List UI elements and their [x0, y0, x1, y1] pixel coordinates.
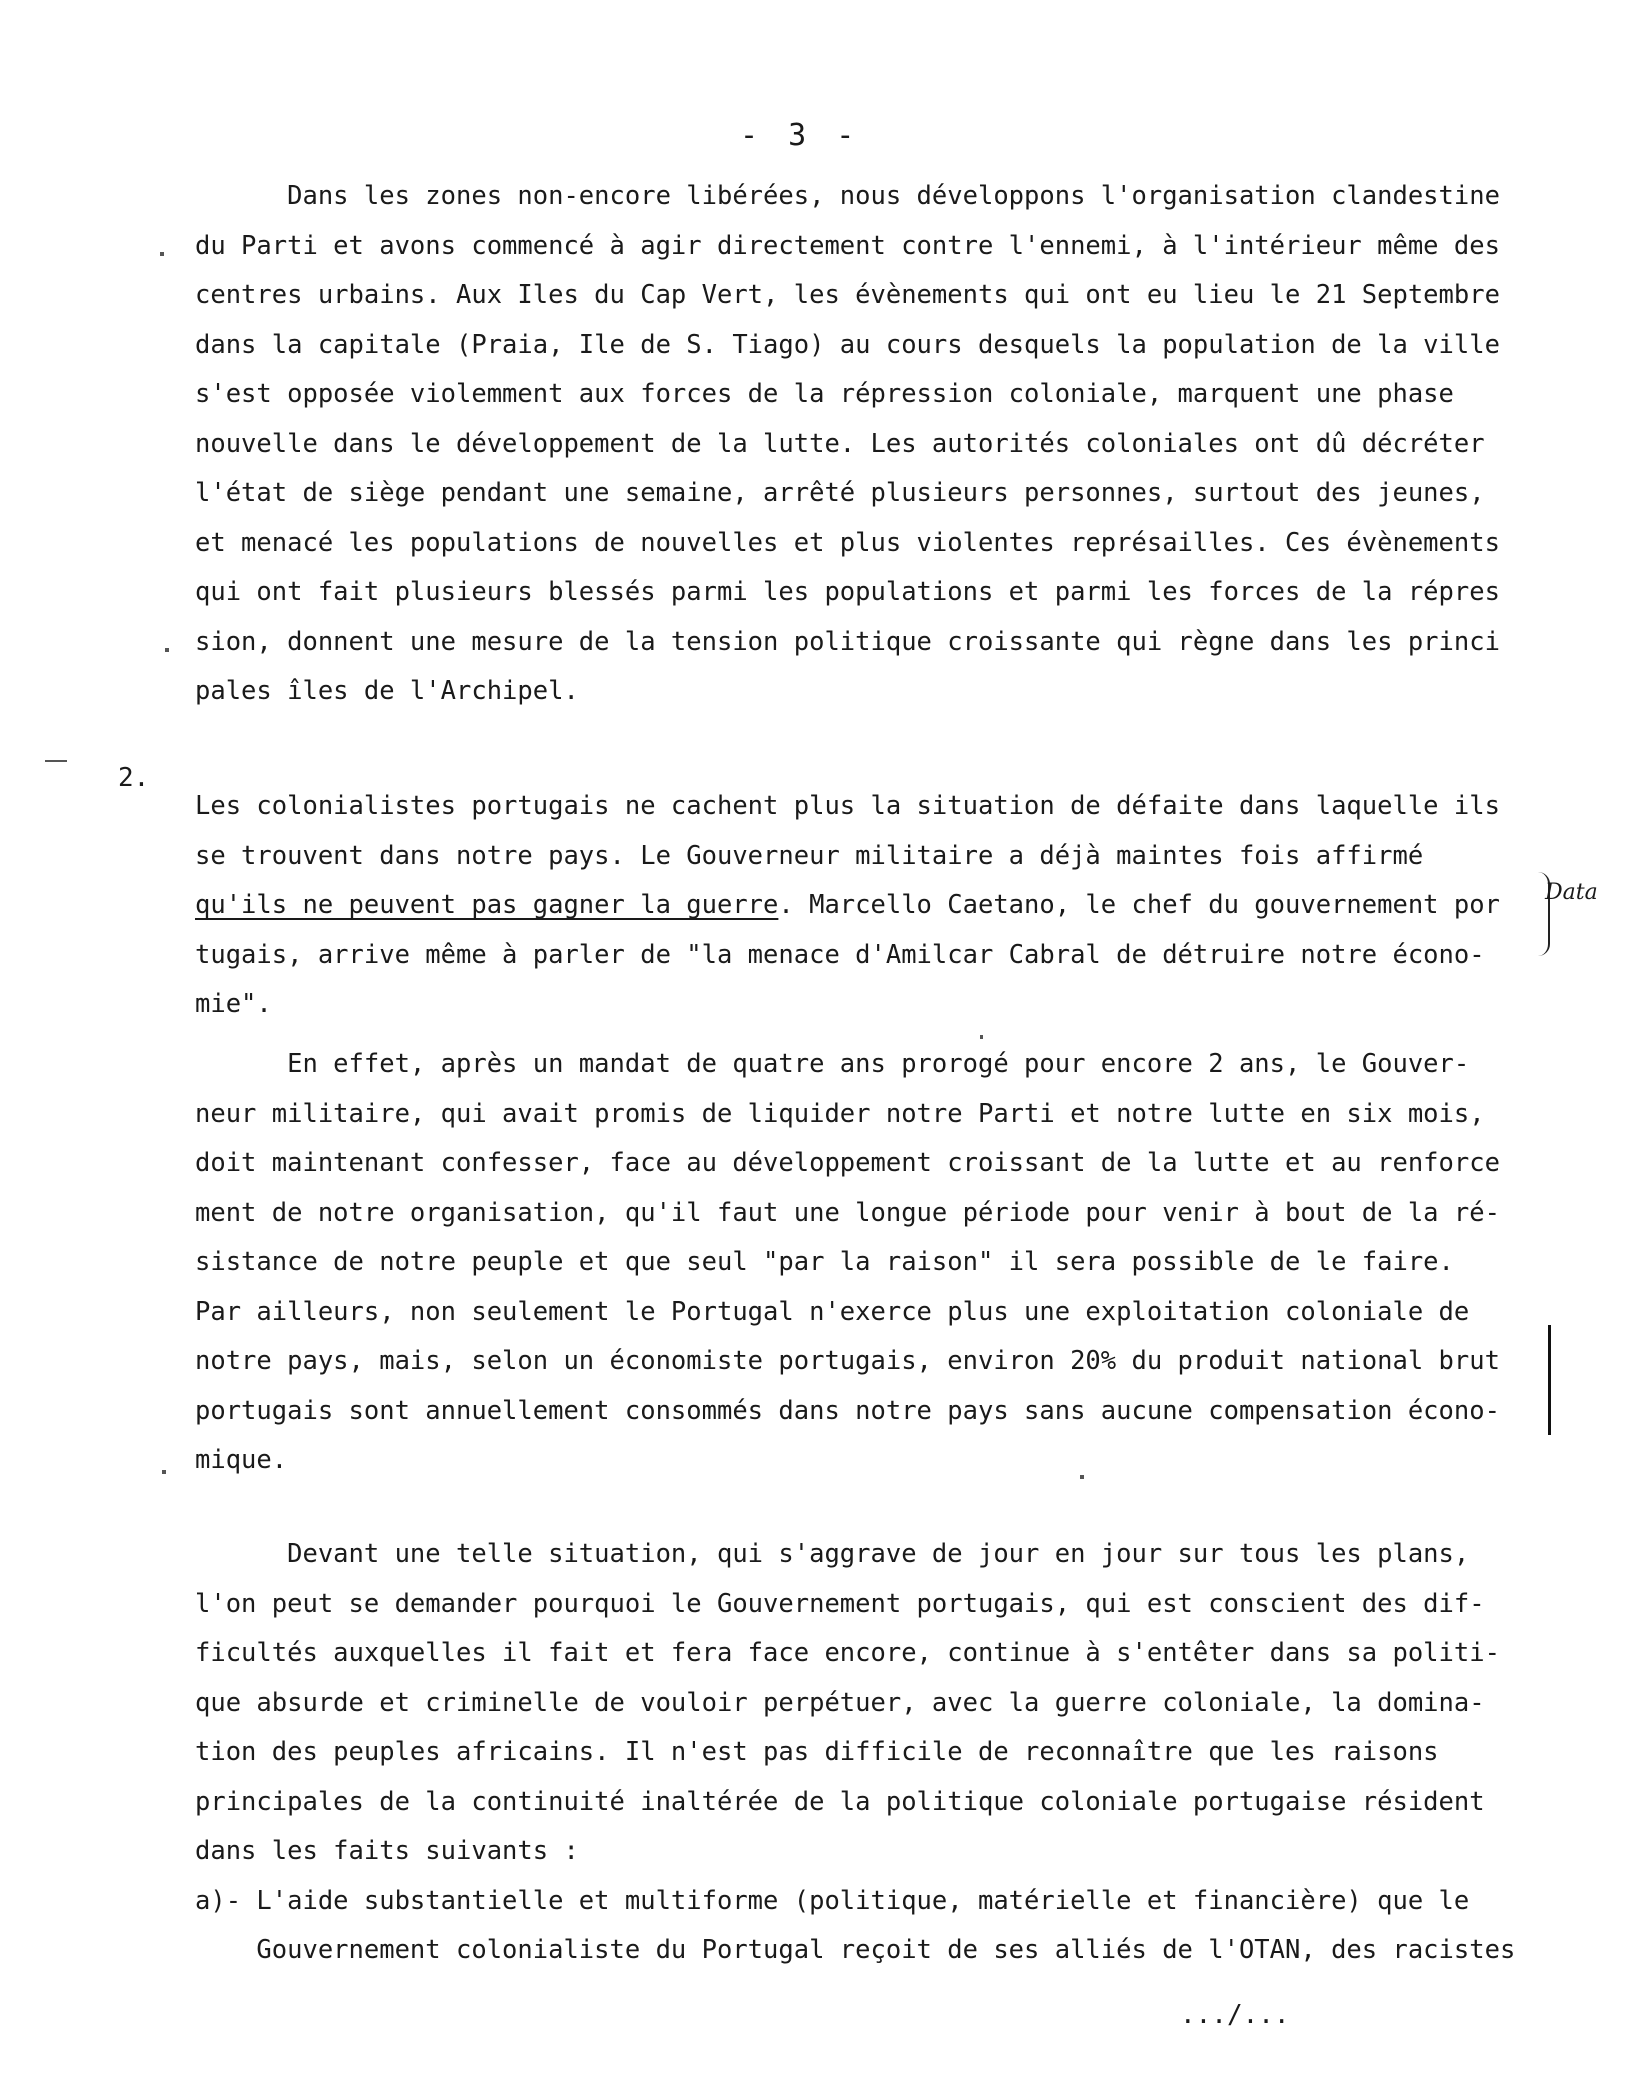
text-line: Par ailleurs, non seulement le Portugal n'exerce plus une exploitation coloniale de [195, 1296, 1470, 1327]
text-line: du Parti et avons commencé à agir directement contre l'ennemi, à l'intérieur même des [195, 230, 1500, 261]
paragraph-3 [195, 1040, 1500, 1486]
text-line: neur militaire, qui avait promis de liquider notre Parti et notre lutte en six mois, [195, 1098, 1485, 1129]
text-line [195, 881, 1500, 931]
text-line: Devant une telle situation, qui s'aggrave de jour en jour sur tous les plans, [195, 1539, 1470, 1569]
text-line: sistance de notre peuple et que seul "par la raison" il sera possible de le faire. [195, 1247, 1454, 1277]
margin-vertical-line [1548, 1325, 1551, 1435]
text-line: tion des peuples africains. Il n'est pas difficile de reconnaître que les raisons [195, 1737, 1439, 1767]
text-line: tugais, arrive même à parler de "la menace d'Amilcar Cabral de détruire notre écono- [195, 939, 1485, 970]
scan-speck [1080, 1475, 1084, 1479]
handwritten-margin-note: Data [1545, 880, 1598, 905]
underlined-phrase: qu'ils ne peuvent pas gagner la guerre [195, 890, 779, 920]
text-line: En effet, après un mandat de quatre ans prorogé pour encore 2 ans, le Gouver- [195, 1049, 1470, 1079]
text-line: mique. [195, 1445, 288, 1475]
text-line: l'état de siège pendant une semaine, arrêté plusieurs personnes, surtout des jeunes, [195, 478, 1485, 508]
text-line: ficultés auxquelles il fait et fera face encore, continue à s'entêter dans sa politi- [195, 1638, 1500, 1668]
text-line: principales de la continuité inaltérée de la politique coloniale portugaise résident [195, 1786, 1485, 1817]
text-line: s'est opposée violemment aux forces de la répression coloniale, marquent une phase [195, 379, 1454, 409]
text-line: centres urbains. Aux Iles du Cap Vert, les évènements qui ont eu lieu le 21 Septembre [195, 280, 1500, 310]
scan-speck [162, 1470, 166, 1474]
scan-speck [165, 648, 169, 652]
text-line: l'on peut se demander pourquoi le Gouvernement portugais, qui est conscient des dif- [195, 1588, 1485, 1619]
page-number: - 3 - [740, 118, 861, 153]
section-2-paragraph [195, 782, 1500, 1030]
text-line: qui ont fait plusieurs blessés parmi les populations et parmi les forces de la répres [195, 577, 1500, 607]
text-line: et menacé les populations de nouvelles et plus violentes représailles. Ces évènements [195, 527, 1500, 558]
text-line: Dans les zones non-encore libérées, nous développons l'organisation clandestine [195, 181, 1500, 211]
text-line: doit maintenant confesser, face au développement croissant de la lutte et au renforce [195, 1148, 1500, 1178]
scan-speck [980, 1035, 983, 1039]
paragraph-1 [195, 172, 1500, 717]
text-line: que absurde et criminelle de vouloir perpétuer, avec la guerre coloniale, la domina- [195, 1687, 1485, 1718]
text-line: sion, donnent une mesure de la tension politique croissante qui règne dans les princi [195, 626, 1500, 657]
text-line: se trouvent dans notre pays. Le Gouverneur militaire a déjà maintes fois affirmé [195, 840, 1424, 871]
paragraph-4 [195, 1530, 1515, 1976]
continuation-mark: .../... [1180, 2000, 1290, 2030]
section-number: 2. [118, 763, 150, 793]
text-line: Les colonialistes portugais ne cachent plus la situation de défaite dans laquelle ils [195, 791, 1500, 821]
text-span: . Marcello Caetano, le chef du gouvernement por [778, 890, 1500, 920]
text-line: a)- L'aide substantielle et multiforme (politique, matérielle et financière) que le [195, 1885, 1470, 1916]
text-line: ment de notre organisation, qu'il faut une longue période pour venir à bout de la ré- [195, 1197, 1500, 1228]
text-line: mie". [195, 989, 272, 1019]
text-line: nouvelle dans le développement de la lutte. Les autorités coloniales ont dû décréter [195, 428, 1485, 459]
text-line: dans la capitale (Praia, Ile de S. Tiago) au cours desquels la population de la ville [195, 329, 1500, 360]
scan-speck [160, 252, 164, 256]
text-line: dans les faits suivants : [195, 1836, 579, 1866]
text-line: notre pays, mais, selon un économiste portugais, environ 20% du produit national brut [195, 1346, 1500, 1376]
text-line: Gouvernement colonialiste du Portugal reçoit de ses alliés de l'OTAN, des racistes [195, 1935, 1516, 1965]
scan-speck [45, 760, 67, 762]
text-line: pales îles de l'Archipel. [195, 676, 579, 706]
text-line: portugais sont annuellement consommés dans notre pays sans aucune compensation écono- [195, 1395, 1500, 1426]
